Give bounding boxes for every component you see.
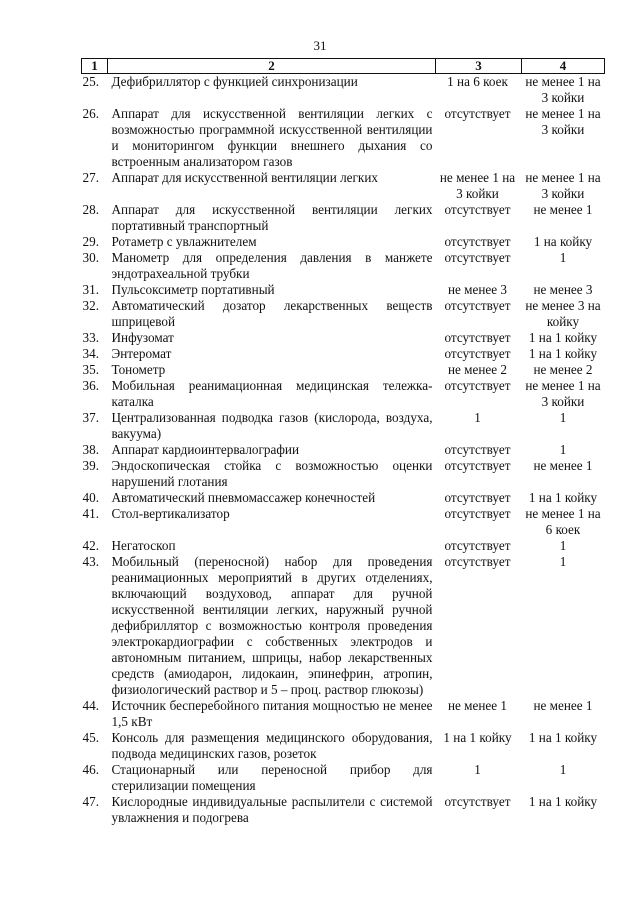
equipment-name: Мобильный (переносной) набор для проведения реанимационных мероприятий в других отделениях, включающий воздуховод, аппарат для ручной искусственной вентиляции легких, наружный ручной дефибриллятор с возможностью контроля проведения электрокардиографии с собственных электродов и автономным питанием, шприцы, набор лекарственных средств (амиодарон, лидокаин, эпинефрин, атропин, физиологический раствор и 5 – проц. раствор глюкозы) [111,554,433,697]
equipment-name: Энтеромат [111,346,172,361]
row-number: 41. [82,506,99,521]
quantity-column-4: 1 на 1 койку [528,794,598,809]
column-header-1: 1 [82,59,108,74]
equipment-table [81,58,605,826]
table-body [82,74,605,827]
equipment-name: Ротаметр с увлажнителем [111,234,257,249]
quantity-column-3: не менее 1 на 3 койки [439,170,516,201]
quantity-column-4: не менее 1 на 3 койки [525,106,601,137]
quantity-column-4: 1 [559,410,567,425]
row-number: 28. [82,202,99,217]
quantity-column-4: 1 [559,762,567,777]
equipment-name: Источник бесперебойного питания мощностью не менее 1,5 кВт [111,698,433,729]
quantity-column-4: не менее 1 [533,698,593,713]
quantity-column-3: не менее 3 [447,282,508,297]
equipment-name: Стол-вертикализатор [111,506,230,521]
row-number: 39. [82,458,99,473]
row-number: 31. [82,282,99,297]
quantity-column-4: не менее 2 [533,362,593,377]
quantity-column-3: отсутствует [444,458,511,473]
equipment-name: Автоматический дозатор лекарственных веществ шприцевой [111,298,433,329]
row-number: 37. [82,410,99,425]
equipment-name: Дефибриллятор с функцией синхронизации [111,74,358,89]
quantity-column-4: не менее 3 [533,282,593,297]
row-number: 30. [82,250,99,265]
quantity-column-3: отсутствует [444,490,511,505]
equipment-name: Кислородные индивидуальные распылители с системой увлажнения и подогрева [111,794,433,825]
quantity-column-4: не менее 1 на 3 койки [525,74,601,105]
row-number: 42. [82,538,99,553]
row-number: 34. [82,346,99,361]
quantity-column-3: отсутствует [444,106,511,121]
row-number: 46. [82,762,99,777]
equipment-name: Аппарат для искусственной вентиляции легких с возможностью программной искусственной вентиляции и мониторингом функции внешнего дыхания со встроенным анализатором газов [111,106,433,169]
row-number: 33. [82,330,99,345]
equipment-name: Негатоскоп [111,538,176,553]
row-number: 29. [82,234,99,249]
row-number: 26. [82,106,99,121]
table-row [82,282,605,298]
quantity-column-3: 1 [474,762,481,777]
table-row [82,730,605,762]
quantity-column-4: не менее 1 [533,202,593,217]
table-row [82,202,605,234]
quantity-column-4: не менее 1 на 3 койки [525,378,601,409]
row-number: 32. [82,298,99,313]
row-number: 44. [82,698,99,713]
row-number: 43. [82,554,99,569]
quantity-column-4: 1 на койку [533,234,593,249]
quantity-column-3: отсутствует [444,538,511,553]
quantity-column-4: 1 на 1 койку [528,730,598,745]
quantity-column-3: отсутствует [444,202,511,217]
table-row [82,234,605,250]
row-number: 25. [82,74,99,89]
quantity-column-4: 1 [559,538,567,553]
quantity-column-3: отсутствует [444,506,511,521]
quantity-column-3: не менее 1 [447,698,508,713]
quantity-column-4: не менее 1 на 6 коек [525,506,601,537]
quantity-column-4: 1 [559,442,567,457]
equipment-name: Консоль для размещения медицинского оборудования, подвода медицинских газов, розеток [111,730,433,761]
table-row [82,74,605,107]
quantity-column-4: 1 на 1 койку [528,490,598,505]
equipment-name: Мобильная реанимационная медицинская тележка-каталка [111,378,433,409]
row-number: 27. [82,170,99,185]
table-row [82,410,605,442]
table-row [82,362,605,378]
equipment-table-wrapper [81,58,604,826]
table-row [82,458,605,490]
row-number: 38. [82,442,99,457]
row-number: 47. [82,794,99,809]
equipment-name: Аппарат кардиоинтервалографии [111,442,300,457]
table-row [82,698,605,730]
table-row [82,538,605,554]
equipment-name: Автоматический пневмомассажер конечностей [111,490,376,505]
quantity-column-4: 1 на 1 койку [528,330,598,345]
quantity-column-4: не менее 1 на 3 койки [525,170,601,201]
table-row [82,250,605,282]
table-row [82,298,605,330]
quantity-column-3: 1 на 1 койку [443,730,512,745]
quantity-column-3: отсутствует [444,554,511,569]
quantity-column-4: не менее 3 на койку [525,298,601,329]
table-row [82,442,605,458]
quantity-column-3: отсутствует [444,234,511,249]
equipment-name: Манометр для определения давления в манжете эндотрахеальной трубки [111,250,433,281]
column-header-2: 2 [108,59,436,74]
equipment-name: Тонометр [111,362,166,377]
table-row [82,378,605,410]
equipment-name: Аппарат для искусственной вентиляции легких [111,170,378,185]
quantity-column-3: отсутствует [444,794,511,809]
column-header-3: 3 [436,59,522,74]
quantity-column-4: 1 [559,250,567,265]
equipment-name: Аппарат для искусственной вентиляции легких портативный транспортный [111,202,433,233]
quantity-column-3: отсутствует [444,330,511,345]
table-row [82,794,605,826]
equipment-name: Пульсоксиметр портативный [111,282,275,297]
page-number: 31 [313,38,327,53]
quantity-column-3: 1 на 6 коек [447,74,508,89]
table-row [82,106,605,170]
column-header-4: 4 [522,59,605,74]
quantity-column-3: отсутствует [444,346,511,361]
row-number: 40. [82,490,99,505]
equipment-name: Стационарный или переносной прибор для стерилизации помещения [111,762,433,793]
table-row [82,506,605,538]
equipment-name: Централизованная подводка газов (кислорода, воздуха, вакуума) [111,410,433,441]
quantity-column-4: 1 на 1 койку [528,346,598,361]
table-row [82,170,605,202]
quantity-column-3: отсутствует [444,378,511,393]
quantity-column-4: не менее 1 [533,458,593,473]
quantity-column-3: отсутствует [444,250,511,265]
table-header [82,59,605,74]
quantity-column-3: отсутствует [444,442,511,457]
row-number: 35. [82,362,99,377]
row-number: 36. [82,378,99,393]
quantity-column-3: 1 [474,410,481,425]
equipment-name: Эндоскопическая стойка с возможностью оценки нарушений глотания [111,458,433,489]
table-row [82,346,605,362]
quantity-column-3: отсутствует [444,298,511,313]
table-row [82,554,605,698]
row-number: 45. [82,730,99,745]
quantity-column-4: 1 [559,554,567,569]
table-row [82,490,605,506]
table-row [82,330,605,346]
table-row [82,762,605,794]
equipment-name: Инфузомат [111,330,174,345]
quantity-column-3: не менее 2 [447,362,508,377]
